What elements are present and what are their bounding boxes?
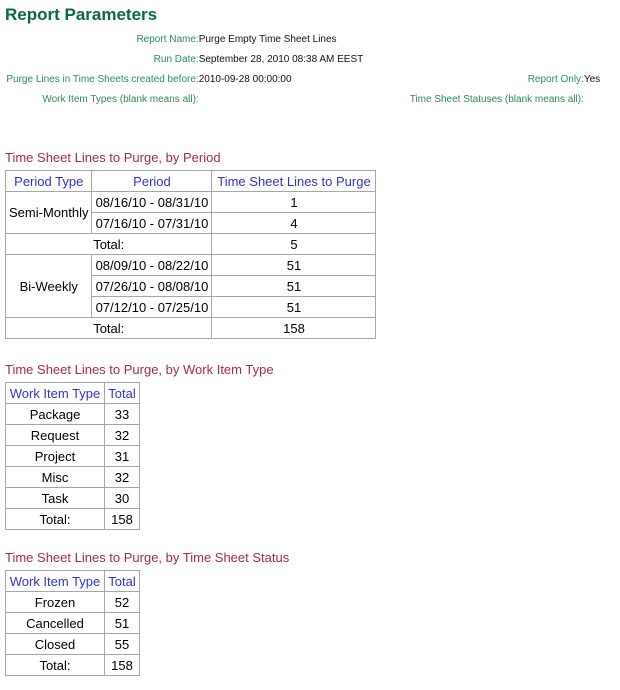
- param-row: [4, 90, 616, 110]
- total-row: [6, 655, 140, 676]
- report-parameters-table: [4, 30, 616, 110]
- purge-before-value: 2010-09-28 00:00:00: [198, 74, 292, 85]
- section-by-period: [5, 150, 618, 339]
- table-row: [6, 634, 140, 655]
- work-item-types-label: Work Item Types (blank means all):: [42, 94, 199, 105]
- total-label-cell: Total:: [6, 509, 105, 530]
- table-row: [6, 592, 140, 613]
- work-item-type-cell: Request: [6, 425, 105, 446]
- count-cell: 32: [105, 467, 140, 488]
- count-cell: 1: [212, 192, 376, 213]
- section-by-time-sheet-status: [5, 550, 618, 676]
- purge-before-label: Purge Lines in Time Sheets created before:: [6, 74, 199, 85]
- section-title-by-period: Time Sheet Lines to Purge, by Period: [5, 150, 221, 165]
- count-cell: 32: [105, 425, 140, 446]
- work-item-type-cell: Task: [6, 488, 105, 509]
- total-value-cell: 5: [212, 234, 376, 255]
- table-row: [6, 446, 140, 467]
- count-cell: 33: [105, 404, 140, 425]
- total-label-cell: Total:: [6, 318, 212, 339]
- column-header-work-item-type: Work Item Type: [6, 383, 105, 404]
- period-cell: 07/12/10 - 07/25/10: [92, 297, 212, 318]
- section-by-work-item-type: [5, 362, 618, 530]
- column-header-total: Total: [105, 571, 140, 592]
- param-row: [4, 50, 616, 70]
- count-cell: 31: [105, 446, 140, 467]
- report-only-label: Report Only:: [527, 74, 584, 85]
- column-header-work-item-type: Work Item Type: [6, 571, 105, 592]
- work-item-type-cell: Project: [6, 446, 105, 467]
- page-title: Report Parameters: [5, 5, 158, 24]
- param-row: [4, 70, 616, 90]
- total-label-cell: Total:: [6, 234, 212, 255]
- table-row: [6, 467, 140, 488]
- period-cell: 08/09/10 - 08/22/10: [92, 255, 212, 276]
- work-item-type-cell: Misc: [6, 467, 105, 488]
- work-item-type-table: [5, 382, 140, 530]
- work-item-type-cell: Package: [6, 404, 105, 425]
- period-type-cell: Bi-Weekly: [6, 255, 92, 318]
- count-cell: 51: [105, 613, 140, 634]
- total-row: [6, 509, 140, 530]
- section-title-by-time-sheet-status: Time Sheet Lines to Purge, by Time Sheet Status: [5, 550, 290, 565]
- total-row: [6, 234, 376, 255]
- count-cell: 4: [212, 213, 376, 234]
- column-header-lines-to-purge: Time Sheet Lines to Purge: [212, 171, 376, 192]
- total-label-cell: Total:: [6, 655, 105, 676]
- count-cell: 30: [105, 488, 140, 509]
- time-sheet-status-table: [5, 570, 140, 676]
- time-sheet-statuses-value: [584, 90, 616, 110]
- status-cell: Closed: [6, 634, 105, 655]
- count-cell: 51: [212, 276, 376, 297]
- column-header-period: Period: [92, 171, 212, 192]
- table-row: [6, 255, 376, 276]
- run-date-value: September 28, 2010 08:38 AM EEST: [198, 54, 364, 65]
- period-table: [5, 170, 376, 339]
- count-cell: 51: [212, 255, 376, 276]
- section-title-by-work-item-type: Time Sheet Lines to Purge, by Work Item Type: [5, 362, 274, 377]
- time-sheet-statuses-label: Time Sheet Statuses (blank means all):: [409, 94, 584, 105]
- table-header-row: [6, 571, 140, 592]
- period-type-cell: Semi-Monthly: [6, 192, 92, 234]
- total-value-cell: 158: [212, 318, 376, 339]
- count-cell: 51: [212, 297, 376, 318]
- table-header-row: [6, 383, 140, 404]
- count-cell: 55: [105, 634, 140, 655]
- report-name-value: Purge Empty Time Sheet Lines: [198, 34, 337, 45]
- table-header-row: [6, 171, 376, 192]
- table-row: [6, 404, 140, 425]
- total-value-cell: 158: [105, 509, 140, 530]
- status-cell: Cancelled: [6, 613, 105, 634]
- table-row: [6, 613, 140, 634]
- work-item-types-value: [199, 90, 410, 110]
- period-cell: 07/26/10 - 08/08/10: [92, 276, 212, 297]
- table-row: [6, 488, 140, 509]
- total-value-cell: 158: [105, 655, 140, 676]
- column-header-period-type: Period Type: [6, 171, 92, 192]
- table-row: [6, 425, 140, 446]
- report-only-value: Yes: [583, 74, 601, 85]
- period-cell: 07/16/10 - 07/31/10: [92, 213, 212, 234]
- period-cell: 08/16/10 - 08/31/10: [92, 192, 212, 213]
- count-cell: 52: [105, 592, 140, 613]
- report-name-label: Report Name:: [136, 34, 199, 45]
- status-cell: Frozen: [6, 592, 105, 613]
- column-header-total: Total: [105, 383, 140, 404]
- run-date-label: Run Date:: [153, 54, 199, 65]
- param-row: [4, 30, 616, 50]
- table-row: [6, 192, 376, 213]
- total-row: [6, 318, 376, 339]
